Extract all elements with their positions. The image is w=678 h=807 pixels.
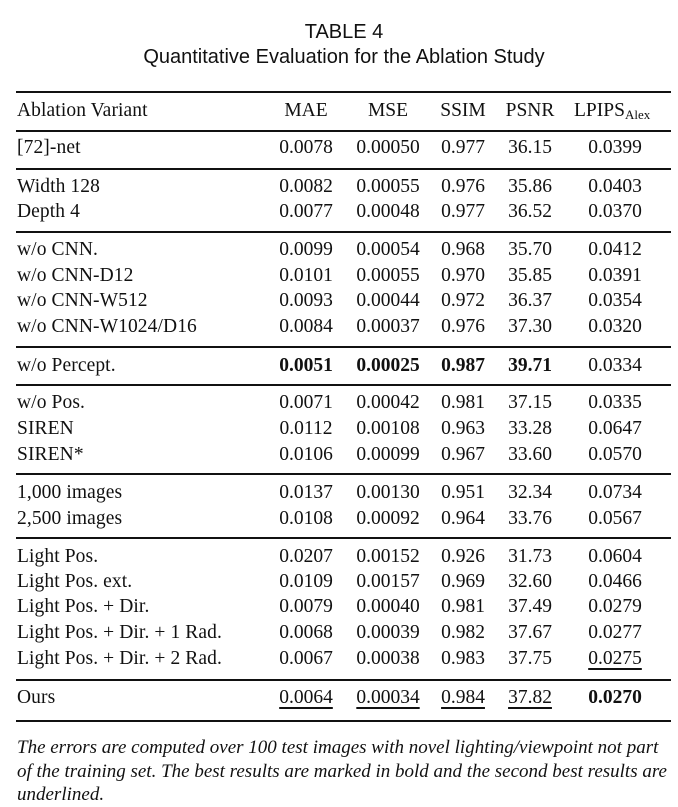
cell-psnr-value: 33.60 bbox=[508, 444, 552, 465]
cell-mse-value: 0.00044 bbox=[356, 290, 420, 311]
cell-psnr-value: 36.52 bbox=[508, 201, 552, 222]
cell-lpips-value: 0.0391 bbox=[588, 265, 642, 286]
cell-psnr bbox=[498, 481, 562, 505]
cell-psnr-value: 35.70 bbox=[508, 239, 552, 260]
cell-ssim-value: 0.976 bbox=[441, 316, 485, 337]
cell-lpips bbox=[570, 570, 660, 594]
table-title: Quantitative Evaluation for the Ablation Study bbox=[143, 46, 545, 68]
cell-mae bbox=[268, 238, 344, 262]
cell-mae bbox=[268, 545, 344, 569]
cell-lpips-value: 0.0275 bbox=[588, 648, 642, 669]
cell-lpips bbox=[570, 507, 660, 531]
table-row bbox=[0, 391, 678, 415]
cell-mae-value: 0.0078 bbox=[279, 137, 333, 158]
cell-mae-value: 0.0064 bbox=[279, 687, 333, 708]
cell-mae-value: 0.0109 bbox=[279, 571, 333, 592]
cell-lpips bbox=[570, 686, 660, 710]
cell-mse bbox=[346, 136, 430, 160]
cell-mae-value: 0.0051 bbox=[279, 355, 333, 376]
cell-psnr-value: 31.73 bbox=[508, 546, 552, 567]
table-row bbox=[0, 545, 678, 569]
cell-mae-value: 0.0068 bbox=[279, 622, 333, 643]
cell-mae bbox=[268, 264, 344, 288]
table-row bbox=[0, 417, 678, 441]
cell-ssim-value: 0.972 bbox=[441, 290, 485, 311]
cell-lpips bbox=[570, 200, 660, 224]
cell-mae-value: 0.0067 bbox=[279, 648, 333, 669]
cell-ssim bbox=[432, 545, 494, 569]
cell-ssim-value: 0.976 bbox=[441, 176, 485, 197]
cell-mae bbox=[268, 136, 344, 160]
cell-psnr-value: 35.85 bbox=[508, 265, 552, 286]
cell-mse-value: 0.00152 bbox=[356, 546, 420, 567]
cell-ssim-value: 0.963 bbox=[441, 418, 485, 439]
cell-ssim bbox=[432, 391, 494, 415]
cell-psnr bbox=[498, 595, 562, 619]
cell-lpips-value: 0.0320 bbox=[588, 316, 642, 337]
cell-ssim-value: 0.951 bbox=[441, 482, 485, 503]
cell-mse bbox=[346, 507, 430, 531]
cell-psnr-value: 37.49 bbox=[508, 596, 552, 617]
header-row bbox=[0, 99, 678, 123]
cell-psnr bbox=[498, 686, 562, 710]
cell-lpips-value: 0.0647 bbox=[588, 418, 642, 439]
cell-lpips bbox=[570, 621, 660, 645]
table-row bbox=[0, 264, 678, 288]
cell-mse-value: 0.00039 bbox=[356, 622, 420, 643]
table-row bbox=[0, 289, 678, 313]
cell-ssim bbox=[432, 595, 494, 619]
cell-ssim bbox=[432, 354, 494, 378]
cell-ssim-value: 0.982 bbox=[441, 622, 485, 643]
cell-ssim-value: 0.977 bbox=[441, 201, 485, 222]
cell-lpips-value: 0.0279 bbox=[588, 596, 642, 617]
cell-ssim bbox=[432, 264, 494, 288]
cell-lpips bbox=[570, 238, 660, 262]
header-lpips bbox=[574, 99, 674, 127]
cell-variant: Light Pos. + Dir. + 1 Rad. bbox=[17, 622, 222, 643]
cell-ssim-value: 0.970 bbox=[441, 265, 485, 286]
cell-mse-value: 0.00055 bbox=[356, 176, 420, 197]
cell-psnr bbox=[498, 545, 562, 569]
table-row bbox=[0, 595, 678, 619]
cell-psnr bbox=[498, 175, 562, 199]
cell-mse bbox=[346, 647, 430, 671]
header-psnr: PSNR bbox=[505, 100, 555, 121]
cell-mae-value: 0.0207 bbox=[279, 546, 333, 567]
cell-ssim-value: 0.983 bbox=[441, 648, 485, 669]
cell-mse-value: 0.00034 bbox=[356, 687, 420, 708]
cell-psnr bbox=[498, 264, 562, 288]
cell-variant: w/o Percept. bbox=[17, 355, 116, 376]
cell-psnr-value: 33.28 bbox=[508, 418, 552, 439]
cell-ssim bbox=[432, 686, 494, 710]
cell-lpips-value: 0.0354 bbox=[588, 290, 642, 311]
cell-mae-value: 0.0137 bbox=[279, 482, 333, 503]
bottom-rule bbox=[16, 720, 671, 722]
cell-lpips-value: 0.0334 bbox=[588, 355, 642, 376]
cell-ssim-value: 0.977 bbox=[441, 137, 485, 158]
cell-ssim bbox=[432, 621, 494, 645]
cell-mse bbox=[346, 481, 430, 505]
cell-ssim bbox=[432, 175, 494, 199]
cell-ssim-value: 0.926 bbox=[441, 546, 485, 567]
cell-mae bbox=[268, 391, 344, 415]
group-rule bbox=[16, 231, 671, 233]
cell-variant: Light Pos. ext. bbox=[17, 571, 133, 592]
cell-variant: Ours bbox=[17, 687, 56, 708]
cell-ssim-value: 0.981 bbox=[441, 596, 485, 617]
cell-psnr bbox=[498, 647, 562, 671]
cell-lpips-value: 0.0734 bbox=[588, 482, 642, 503]
cell-lpips bbox=[570, 175, 660, 199]
header-mse: MSE bbox=[367, 100, 409, 121]
cell-variant: SIREN bbox=[17, 418, 74, 439]
cell-mae bbox=[268, 200, 344, 224]
table-caption: The errors are computed over 100 test images with novel lighting/viewpoint not part of the training set. The best results are marked in bold and the second best results are underlined. bbox=[17, 737, 667, 805]
cell-ssim bbox=[432, 289, 494, 313]
cell-mse bbox=[346, 545, 430, 569]
cell-lpips-value: 0.0412 bbox=[588, 239, 642, 260]
cell-mae bbox=[268, 289, 344, 313]
cell-mse-value: 0.00048 bbox=[356, 201, 420, 222]
cell-psnr-value: 37.67 bbox=[508, 622, 552, 643]
cell-mae bbox=[268, 354, 344, 378]
cell-mae-value: 0.0084 bbox=[279, 316, 333, 337]
cell-psnr-value: 32.60 bbox=[508, 571, 552, 592]
cell-mse-value: 0.00092 bbox=[356, 508, 420, 529]
cell-mae bbox=[268, 481, 344, 505]
cell-mae bbox=[268, 595, 344, 619]
cell-psnr-value: 32.34 bbox=[508, 482, 552, 503]
header-lpips-subscript: Alex bbox=[624, 107, 651, 122]
table-label: TABLE 4 bbox=[304, 21, 384, 43]
cell-lpips-value: 0.0335 bbox=[588, 392, 642, 413]
cell-lpips bbox=[570, 315, 660, 339]
cell-variant: Depth 4 bbox=[17, 201, 80, 222]
cell-mse-value: 0.00055 bbox=[356, 265, 420, 286]
table-row bbox=[0, 481, 678, 505]
cell-ssim-value: 0.967 bbox=[441, 444, 485, 465]
cell-psnr bbox=[498, 200, 562, 224]
cell-psnr-value: 37.15 bbox=[508, 392, 552, 413]
cell-psnr-value: 37.82 bbox=[508, 687, 552, 708]
cell-lpips-value: 0.0466 bbox=[588, 571, 642, 592]
cell-mse-value: 0.00025 bbox=[356, 355, 420, 376]
group-rule bbox=[16, 346, 671, 348]
header-ssim: SSIM bbox=[440, 100, 486, 121]
cell-lpips bbox=[570, 417, 660, 441]
cell-psnr-value: 39.71 bbox=[508, 355, 552, 376]
cell-ssim-value: 0.968 bbox=[441, 239, 485, 260]
cell-psnr bbox=[498, 238, 562, 262]
cell-mse-value: 0.00038 bbox=[356, 648, 420, 669]
cell-mse-value: 0.00042 bbox=[356, 392, 420, 413]
cell-mae bbox=[268, 315, 344, 339]
cell-ssim bbox=[432, 570, 494, 594]
cell-ssim bbox=[432, 238, 494, 262]
cell-mse-value: 0.00050 bbox=[356, 137, 420, 158]
cell-ssim-value: 0.984 bbox=[441, 687, 485, 708]
cell-mse bbox=[346, 354, 430, 378]
cell-lpips-value: 0.0570 bbox=[588, 444, 642, 465]
cell-mae-value: 0.0071 bbox=[279, 392, 333, 413]
cell-lpips-value: 0.0277 bbox=[588, 622, 642, 643]
cell-psnr bbox=[498, 417, 562, 441]
cell-variant: SIREN* bbox=[17, 444, 84, 465]
table-row bbox=[0, 238, 678, 262]
group-rule bbox=[16, 537, 671, 539]
group-rule bbox=[16, 168, 671, 170]
cell-mae-value: 0.0077 bbox=[279, 201, 333, 222]
cell-ssim-value: 0.981 bbox=[441, 392, 485, 413]
cell-ssim bbox=[432, 481, 494, 505]
group-rule bbox=[16, 473, 671, 475]
cell-mse-value: 0.00108 bbox=[356, 418, 420, 439]
header-mae: MAE bbox=[284, 100, 328, 121]
cell-ssim bbox=[432, 200, 494, 224]
cell-mse bbox=[346, 595, 430, 619]
cell-psnr-value: 37.75 bbox=[508, 648, 552, 669]
cell-psnr bbox=[498, 289, 562, 313]
cell-mse bbox=[346, 570, 430, 594]
cell-mae-value: 0.0099 bbox=[279, 239, 333, 260]
cell-psnr-value: 36.15 bbox=[508, 137, 552, 158]
cell-mae bbox=[268, 443, 344, 467]
cell-lpips-value: 0.0403 bbox=[588, 176, 642, 197]
cell-psnr bbox=[498, 136, 562, 160]
cell-mae-value: 0.0106 bbox=[279, 444, 333, 465]
cell-lpips bbox=[570, 289, 660, 313]
cell-mse-value: 0.00040 bbox=[356, 596, 420, 617]
cell-ssim-value: 0.987 bbox=[441, 355, 485, 376]
cell-mse-value: 0.00099 bbox=[356, 444, 420, 465]
cell-mse bbox=[346, 621, 430, 645]
cell-variant: w/o CNN-D12 bbox=[17, 265, 134, 286]
cell-lpips-value: 0.0370 bbox=[588, 201, 642, 222]
cell-mae bbox=[268, 621, 344, 645]
table-row bbox=[0, 175, 678, 199]
cell-psnr bbox=[498, 507, 562, 531]
cell-variant: w/o CNN-W1024/D16 bbox=[17, 316, 197, 337]
cell-psnr-value: 35.86 bbox=[508, 176, 552, 197]
table-row bbox=[0, 686, 678, 710]
cell-mae-value: 0.0093 bbox=[279, 290, 333, 311]
cell-lpips bbox=[570, 595, 660, 619]
cell-psnr-value: 36.37 bbox=[508, 290, 552, 311]
top-rule bbox=[16, 91, 671, 93]
header-lpips-main: LPIPS bbox=[574, 100, 625, 121]
cell-ssim bbox=[432, 443, 494, 467]
cell-lpips bbox=[570, 545, 660, 569]
group-rule bbox=[16, 679, 671, 681]
cell-mse bbox=[346, 391, 430, 415]
cell-psnr bbox=[498, 443, 562, 467]
cell-lpips bbox=[570, 264, 660, 288]
cell-variant: Width 128 bbox=[17, 176, 100, 197]
table-row bbox=[0, 200, 678, 224]
cell-lpips bbox=[570, 443, 660, 467]
cell-variant: Light Pos. bbox=[17, 546, 99, 567]
table-row bbox=[0, 443, 678, 467]
cell-mae bbox=[268, 417, 344, 441]
cell-mae-value: 0.0112 bbox=[279, 418, 333, 439]
cell-mse bbox=[346, 315, 430, 339]
cell-ssim bbox=[432, 507, 494, 531]
cell-mae-value: 0.0101 bbox=[279, 265, 333, 286]
cell-ssim bbox=[432, 136, 494, 160]
cell-mae bbox=[268, 686, 344, 710]
cell-variant: 2,500 images bbox=[17, 508, 123, 529]
cell-mae-value: 0.0108 bbox=[279, 508, 333, 529]
cell-lpips bbox=[570, 391, 660, 415]
cell-mse-value: 0.00037 bbox=[356, 316, 420, 337]
cell-mse bbox=[346, 200, 430, 224]
header-variant: Ablation Variant bbox=[17, 100, 148, 121]
cell-variant: Light Pos. + Dir. bbox=[17, 596, 150, 617]
cell-lpips bbox=[570, 647, 660, 671]
cell-variant: w/o CNN. bbox=[17, 239, 98, 260]
cell-psnr-value: 33.76 bbox=[508, 508, 552, 529]
table-row bbox=[0, 507, 678, 531]
cell-lpips-value: 0.0567 bbox=[588, 508, 642, 529]
cell-variant: Light Pos. + Dir. + 2 Rad. bbox=[17, 648, 222, 669]
cell-ssim-value: 0.964 bbox=[441, 508, 485, 529]
cell-psnr bbox=[498, 391, 562, 415]
cell-mse bbox=[346, 289, 430, 313]
table-row bbox=[0, 621, 678, 645]
cell-mae-value: 0.0079 bbox=[279, 596, 333, 617]
cell-mse bbox=[346, 175, 430, 199]
cell-mse-value: 0.00157 bbox=[356, 571, 420, 592]
cell-variant: [72]-net bbox=[17, 137, 81, 158]
cell-psnr bbox=[498, 315, 562, 339]
cell-psnr bbox=[498, 621, 562, 645]
cell-mae bbox=[268, 570, 344, 594]
cell-lpips bbox=[570, 354, 660, 378]
cell-ssim bbox=[432, 315, 494, 339]
group-rule bbox=[16, 130, 671, 132]
cell-mse bbox=[346, 686, 430, 710]
cell-variant: w/o Pos. bbox=[17, 392, 85, 413]
cell-lpips-value: 0.0604 bbox=[588, 546, 642, 567]
cell-psnr bbox=[498, 354, 562, 378]
cell-mse bbox=[346, 238, 430, 262]
cell-mae bbox=[268, 175, 344, 199]
cell-mae-value: 0.0082 bbox=[279, 176, 333, 197]
cell-mse bbox=[346, 264, 430, 288]
group-rule bbox=[16, 384, 671, 386]
cell-ssim bbox=[432, 417, 494, 441]
cell-variant: w/o CNN-W512 bbox=[17, 290, 148, 311]
cell-ssim-value: 0.969 bbox=[441, 571, 485, 592]
table-row bbox=[0, 315, 678, 339]
cell-mse bbox=[346, 443, 430, 467]
cell-mae bbox=[268, 507, 344, 531]
cell-lpips bbox=[570, 481, 660, 505]
cell-variant: 1,000 images bbox=[17, 482, 123, 503]
table-row bbox=[0, 647, 678, 671]
table-row bbox=[0, 354, 678, 378]
cell-mae bbox=[268, 647, 344, 671]
cell-mse-value: 0.00054 bbox=[356, 239, 420, 260]
cell-lpips-value: 0.0399 bbox=[588, 137, 642, 158]
cell-mse-value: 0.00130 bbox=[356, 482, 420, 503]
table-row bbox=[0, 136, 678, 160]
cell-mse bbox=[346, 417, 430, 441]
table-row bbox=[0, 570, 678, 594]
cell-lpips bbox=[570, 136, 660, 160]
cell-lpips-value: 0.0270 bbox=[588, 687, 642, 708]
cell-ssim bbox=[432, 647, 494, 671]
cell-psnr-value: 37.30 bbox=[508, 316, 552, 337]
cell-psnr bbox=[498, 570, 562, 594]
